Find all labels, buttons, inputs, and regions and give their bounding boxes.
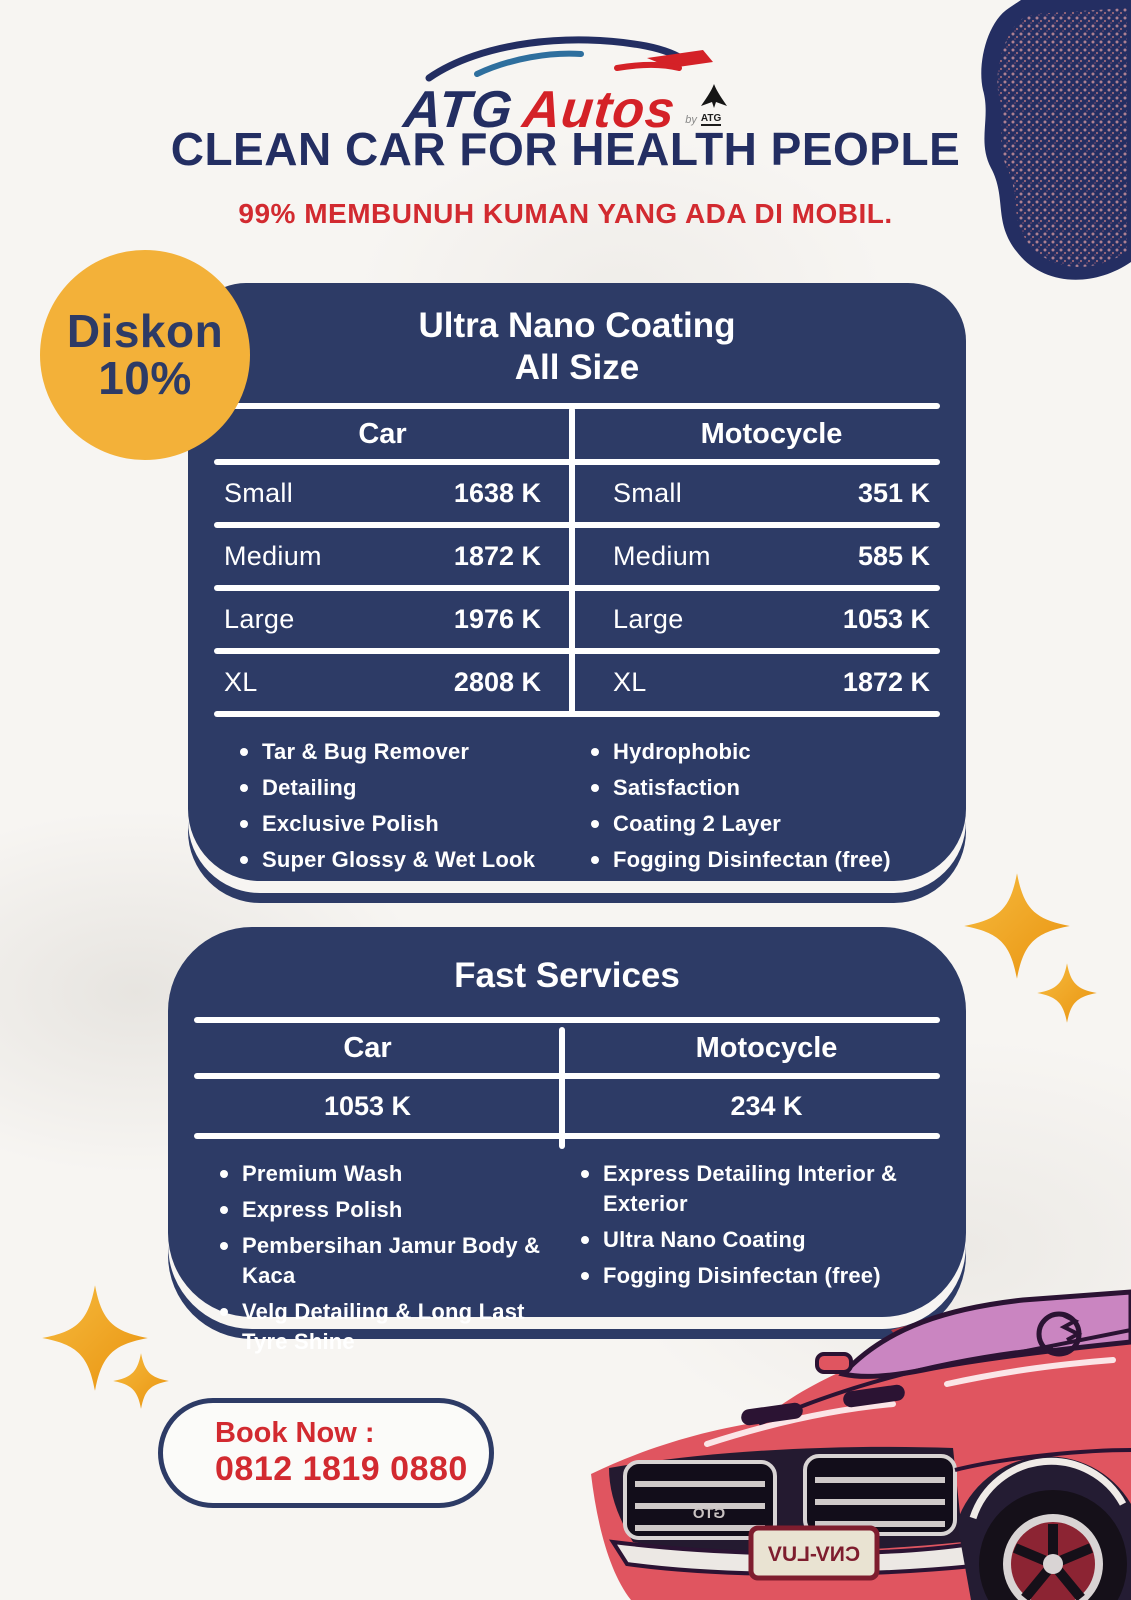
grille-badge-text: GTO [692, 1505, 726, 1522]
page-subtitle: 99% MEMBUNUH KUMAN YANG ADA DI MOBIL. [238, 198, 893, 229]
classic-car-illustration [591, 1212, 1131, 1600]
feature-item: Velg Detailing & Long Last Tyre Shine [214, 1297, 575, 1357]
price-row-small: Small 1638 K Small 351 K [224, 478, 930, 508]
feature-item: Express Polish [214, 1195, 575, 1225]
feature-item: Pembersihan Jamur Body & Kaca [214, 1231, 575, 1291]
sparkle-icon [112, 1352, 170, 1410]
feature-item: Coating 2 Layer [585, 809, 936, 839]
page-title: CLEAN CAR FOR HEALTH PEOPLE [170, 123, 961, 175]
by-mark [685, 84, 727, 126]
brand-name-primary: ATG [401, 81, 517, 139]
sparkle-icon [1036, 962, 1098, 1024]
feature-item: Super Glossy & Wet Look [234, 845, 585, 875]
feature-item: Fogging Disinfectan (free) [585, 845, 936, 875]
price-row-medium: Medium 1872 K Medium 585 K [224, 541, 930, 571]
book-now-pill [158, 1398, 494, 1508]
column-header-row [168, 1023, 966, 1073]
price-row-xl: XL 2808 K XL 1872 K [224, 667, 930, 697]
feature-item: Ultra Nano Coating [575, 1225, 936, 1255]
car-swoosh-icon [411, 28, 721, 86]
fast-panel-title: Fast Services [454, 956, 680, 995]
by-label: by [685, 114, 697, 126]
feature-item: Satisfaction [585, 773, 936, 803]
fast-car-price: 1053 K [323, 1090, 412, 1121]
discount-badge [40, 250, 250, 460]
feature-item: Fogging Disinfectan (free) [575, 1261, 936, 1291]
column-header-car: Car [343, 1031, 392, 1064]
discount-badge-line2: 10% [98, 352, 192, 404]
feature-item: Exclusive Polish [234, 809, 585, 839]
coating-features-left [234, 737, 585, 881]
column-header-car: Car [358, 417, 407, 450]
feature-item: Premium Wash [214, 1159, 575, 1189]
price-row-large: Large 1976 K Large 1053 K [224, 604, 930, 634]
feature-item: Tar & Bug Remover [234, 737, 585, 767]
license-plate [751, 1528, 877, 1578]
feature-item: Hydrophobic [585, 737, 936, 767]
discount-badge-line1: Diskon [66, 305, 224, 358]
column-header-motocycle: Motocycle [700, 417, 843, 450]
feature-item: Detailing [234, 773, 585, 803]
coating-features-right [585, 737, 936, 881]
fast-price-row [168, 1079, 966, 1133]
book-now-label: Book Now : [215, 1417, 375, 1449]
feature-item: Express Detailing Interior & Exterior [575, 1159, 936, 1219]
fin-logo-icon [701, 84, 727, 108]
license-plate-text: CNV-LUV [767, 1543, 861, 1566]
booking-phone-number: 0812 1819 0880 [215, 1450, 468, 1488]
vertical-divider [559, 1027, 565, 1149]
fast-features-left [214, 1159, 575, 1362]
corner-blob-decoration [931, 0, 1131, 292]
coating-feature-lists [188, 717, 966, 881]
by-brand-label: ATG [700, 113, 722, 124]
fast-moto-price: 234 K [730, 1090, 803, 1121]
coating-price-panel [188, 283, 966, 881]
coating-panel-title: Ultra Nano Coating All Size [418, 306, 736, 387]
brand-name-secondary: Autos [519, 81, 679, 139]
column-header-motocycle: Motocycle [695, 1031, 838, 1064]
vertical-divider [569, 407, 575, 717]
column-header-row [188, 409, 966, 459]
